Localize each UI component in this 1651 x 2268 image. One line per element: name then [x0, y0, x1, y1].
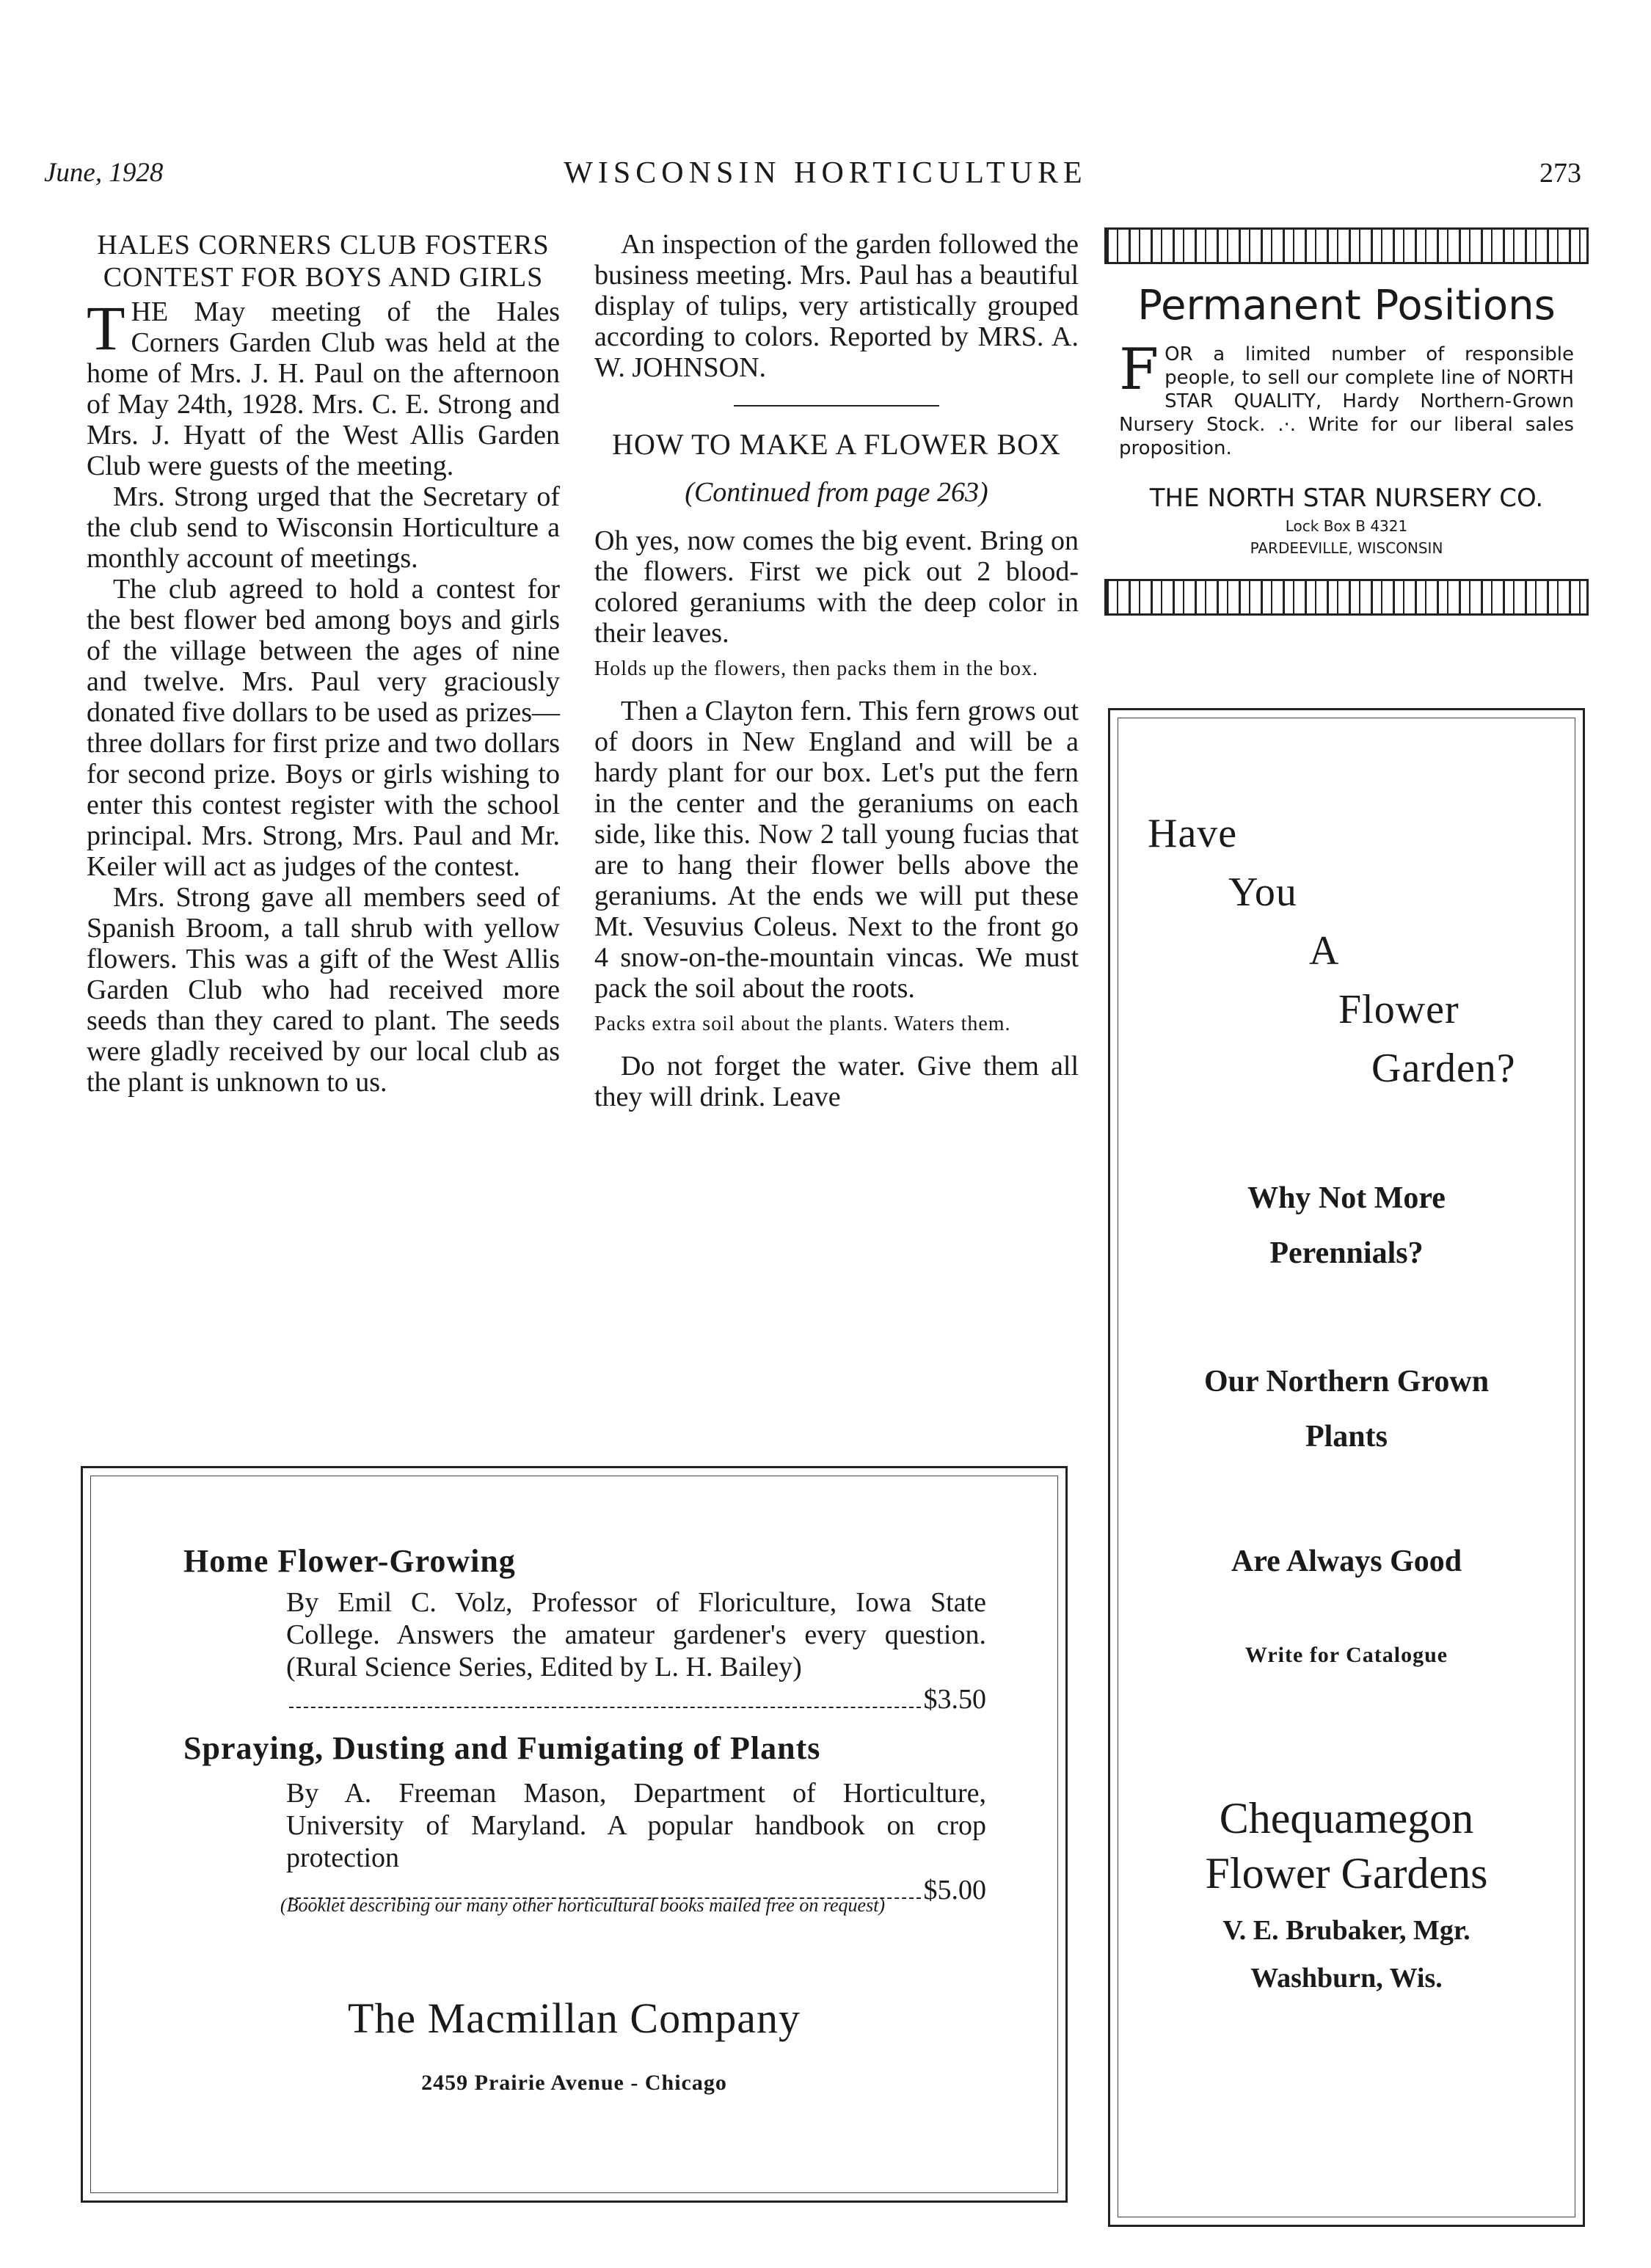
- book-price: $3.50: [923, 1684, 986, 1715]
- publisher-address: 2459 Prairie Avenue - Chicago: [421, 2071, 727, 2095]
- book-description: By A. Freeman Mason, Department of Horticulture, University of Maryland. A popular handbook on crop protection $5.00: [286, 1778, 986, 1906]
- paragraph: Mrs. Strong urged that the Secretary of the club send to Wisconsin Horticulture a monthly account of meetings.: [87, 481, 560, 574]
- paragraph: Oh yes, now comes the big event. Bring on the flowers. First we pick out 2 blood-colored geraniums with the deep color in their leaves.: [594, 525, 1079, 649]
- drop-cap: T: [87, 293, 125, 363]
- headline-word: You: [1228, 869, 1297, 915]
- article-title-flower-box: HOW TO MAKE A FLOWER BOX: [612, 428, 1061, 461]
- ad-body: FOR a limited number of responsible people, to sell our complete line of NORTH STAR QUALITY, Hardy Northern-Grown Nursery Stock. .·. Write for our liberal sales proposition.: [1119, 337, 1574, 459]
- article-hales-corners: [87, 229, 560, 1098]
- catalogue-note: Write for Catalogue: [1244, 1643, 1448, 1667]
- tagline: Perennials?: [1269, 1236, 1424, 1270]
- headline-word: Garden?: [1371, 1046, 1516, 1091]
- location: Washburn, Wis.: [1250, 1963, 1443, 1994]
- running-date: June, 1928: [44, 158, 164, 188]
- journal-title: WISCONSIN HORTICULTURE: [564, 156, 1087, 190]
- stage-direction: Packs extra soil about the plants. Waters them.: [594, 1013, 1011, 1035]
- section-divider: [734, 405, 939, 406]
- tagline: Plants: [1305, 1420, 1388, 1454]
- article-column-2: [594, 229, 1079, 1112]
- ad-frame: [90, 1476, 1058, 2193]
- stage-direction: Holds up the flowers, then packs them in the box.: [594, 657, 1039, 680]
- tagline: Why Not More: [1247, 1181, 1446, 1215]
- tagline: Our Northern Grown: [1203, 1365, 1490, 1399]
- tagline: Are Always Good: [1231, 1545, 1462, 1578]
- city: PARDEEVILLE, WISCONSIN: [1250, 539, 1443, 557]
- ad-north-star-nursery: [1104, 227, 1589, 616]
- ornamental-border-bottom: [1104, 579, 1589, 616]
- paragraph: The club agreed to hold a contest for the best flower bed among boys and girls of the village between the ages of nine and twelve. Mrs. Paul very graciously donated five dollars to be used as prizes—three dollars for first prize and two dollars for second prize. Boys or girls wishing to enter this contest register with the school principal. Mrs. Strong, Mrs. Paul and Mr. Keiler will act as judges of the contest.: [87, 574, 560, 882]
- page-number: 273: [1539, 158, 1581, 189]
- company-name: THE NORTH STAR NURSERY CO.: [1149, 484, 1544, 513]
- article-title: HALES CORNERS CLUB FOSTERS CONTEST FOR BOYS AND GIRLS: [97, 230, 550, 293]
- continued-note: (Continued from page 263): [685, 477, 988, 508]
- paragraph: Do not forget the water. Give them all they will drink. Leave: [594, 1051, 1079, 1112]
- ad-macmillan-books: [81, 1466, 1068, 2203]
- headline-word: Flower: [1338, 987, 1459, 1032]
- business-name: Flower Gardens: [1205, 1849, 1488, 1897]
- headline-word: A: [1309, 928, 1340, 974]
- ornamental-border-top: [1104, 227, 1589, 264]
- book-title: Spraying, Dusting and Fumigating of Plants: [183, 1730, 821, 1766]
- booklet-note: (Booklet describing our many other horticultural books mailed free on request): [280, 1895, 886, 1916]
- publisher-name: The Macmillan Company: [348, 1994, 801, 2042]
- ad-frame: [1118, 718, 1575, 2217]
- book-title: Home Flower-Growing: [183, 1543, 516, 1579]
- book-description: By Emil C. Volz, Professor of Floriculture, Iowa State College. Answers the amateur gardener's every question. (Rural Science Series, Edited by L. H. Bailey) $3.50: [286, 1587, 986, 1715]
- headline-word: Have: [1148, 811, 1238, 856]
- paragraph: THE May meeting of the Hales Corners Garden Club was held at the home of Mrs. J. H. Paul on the afternoon of May 24th, 1928. Mrs. C. E. Strong and Mrs. J. Hyatt of the West Allis Garden Club were guests of the meeting.: [87, 293, 560, 481]
- book-price: $5.00: [923, 1875, 986, 1906]
- drop-cap: F: [1119, 337, 1159, 403]
- manager: V. E. Brubaker, Mgr.: [1222, 1915, 1470, 1946]
- paragraph: An inspection of the garden followed the business meeting. Mrs. Paul has a beautiful display of tulips, very artistically grouped according to colors. Reported by MRS. A. W. JOHNSON.: [594, 229, 1079, 383]
- ad-chequamegon: [1108, 708, 1585, 2227]
- paragraph: Then a Clayton fern. This fern grows out of doors in New England and will be a hardy plant for our box. Let's put the fern in the center and the geraniums on each side, like this. Now 2 tall young fucias that are to hang their flower bells above the geraniums. At the ends we will put these Mt. Vesuvius Coleus. Next to the front go 4 snow-on-the-mountain vincas. We must pack the soil about the roots.: [594, 696, 1079, 1004]
- lock-box: Lock Box B 4321: [1285, 517, 1408, 535]
- ad-headline: Permanent Positions: [1137, 282, 1556, 329]
- paragraph: Mrs. Strong gave all members seed of Spanish Broom, a tall shrub with yellow flowers. This was a gift of the West Allis Garden Club who had received more seeds than they cared to plant. The seeds were gladly received by our local club as the plant is unknown to us.: [87, 882, 560, 1098]
- business-name: Chequamegon: [1219, 1794, 1474, 1842]
